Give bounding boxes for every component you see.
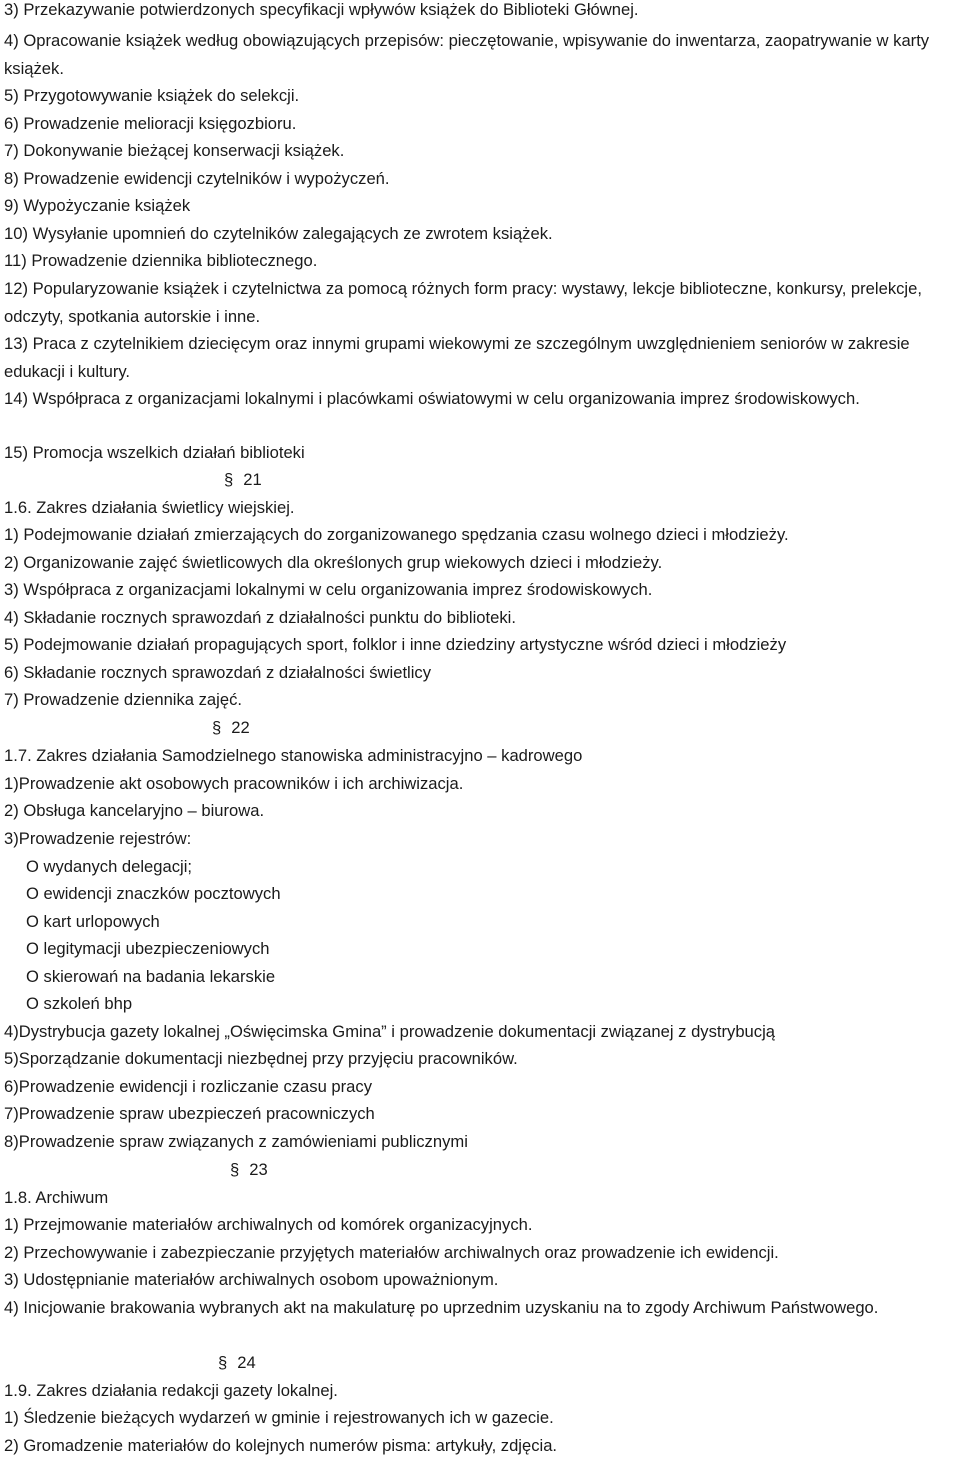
list-item-4: 4) Składanie rocznych sprawozdań z działalności punktu do biblioteki.	[4, 608, 516, 627]
section-heading-1-9: 1.9. Zakres działania redakcji gazety lokalnej.	[4, 1381, 338, 1400]
list-item-10: 10) Wysyłanie upomnień do czytelników zalegających ze zwrotem książek.	[4, 224, 553, 243]
list-item-8: 8) Prowadzenie ewidencji czytelników i wypożyczeń.	[4, 169, 390, 188]
list-item-6: 6)Prowadzenie ewidencji i rozliczanie czasu pracy	[4, 1077, 372, 1096]
page-number-24	[218, 1353, 256, 1373]
list-item-7: 7) Prowadzenie dziennika zajęć.	[4, 690, 242, 709]
page-number-value: 21	[243, 470, 262, 489]
list-item-3: 3)Prowadzenie rejestrów:	[4, 829, 192, 848]
list-item-3: 3) Przekazywanie potwierdzonych specyfikacji wpływów książek do Biblioteki Głównej.	[4, 0, 639, 19]
list-item-1: 1) Przejmowanie materiałów archiwalnych od komórek organizacyjnych.	[4, 1215, 533, 1234]
list-item-4: 4) Opracowanie książek według obowiązujących przepisów: pieczętowanie, wpisywanie do inwentarza, zaopatrywanie w karty książek.	[4, 31, 930, 78]
section-heading-1-8: 1.8. Archiwum	[4, 1188, 109, 1207]
sub-item: O szkoleń bhp	[26, 994, 133, 1013]
section-sign-icon: §	[218, 1353, 228, 1372]
sub-item: O wydanych delegacji;	[26, 857, 193, 876]
list-item-5: 5)Sporządzanie dokumentacji niezbędnej przy przyjęciu pracowników.	[4, 1049, 518, 1068]
list-item-2: 2) Organizowanie zajęć świetlicowych dla określonych grup wiekowych dzieci i młodzieży.	[4, 553, 663, 572]
list-item-2: 2) Obsługa kancelaryjno – biurowa.	[4, 801, 265, 820]
list-item-2: 2) Przechowywanie i zabezpieczanie przyjętych materiałów archiwalnych oraz prowadzenie ich ewidencji.	[4, 1243, 779, 1262]
list-item-4: 4)Dystrybucja gazety lokalnej „Oświęcimska Gmina” i prowadzenie dokumentacji związanej z dystrybucją	[4, 1022, 775, 1041]
list-item-1: 1) Podejmowanie działań zmierzających do zorganizowanego spędzania czasu wolnego dzieci i młodzieży.	[4, 525, 789, 544]
page-number-value: 22	[231, 718, 250, 737]
list-item-9: 9) Wypożyczanie książek	[4, 196, 191, 215]
list-item-4: 4) Inicjowanie brakowania wybranych akt na makulaturę po uprzednim uzyskaniu na to zgody Archiwum Państwowego.	[4, 1298, 879, 1317]
sub-item: O legitymacji ubezpieczeniowych	[26, 939, 270, 958]
list-item-7: 7) Dokonywanie bieżącej konserwacji książek.	[4, 141, 345, 160]
section-heading-1-7: 1.7. Zakres działania Samodzielnego stanowiska administracyjno – kadrowego	[4, 746, 583, 765]
list-item-12: 12) Popularyzowanie książek i czytelnictwa za pomocą różnych form pracy: wystawy, lekcje biblioteczne, konkursy, prelekcje, odczyty, spotkania autorskie i inne.	[4, 279, 922, 326]
section-sign-icon: §	[230, 1160, 240, 1179]
list-item-5: 5) Przygotowywanie książek do selekcji.	[4, 86, 300, 105]
section-sign-icon: §	[212, 718, 222, 737]
page-number-22	[212, 718, 250, 738]
list-item-3: 3) Udostępnianie materiałów archiwalnych osobom upoważnionym.	[4, 1270, 499, 1289]
sub-item: O skierowań na badania lekarskie	[26, 967, 276, 986]
list-item-6: 6) Prowadzenie melioracji księgozbioru.	[4, 114, 297, 133]
list-item-3: 3) Współpraca z organizacjami lokalnymi w celu organizowania imprez środowiskowych.	[4, 580, 653, 599]
page-number-21	[224, 470, 262, 490]
sub-item: O kart urlopowych	[26, 912, 160, 931]
list-item-7: 7)Prowadzenie spraw ubezpieczeń pracowniczych	[4, 1104, 375, 1123]
list-item-5: 5) Podejmowanie działań propagujących sport, folklor i inne dziedziny artystyczne wśród dzieci i młodzieży	[4, 635, 787, 654]
list-item-14: 14) Współpraca z organizacjami lokalnymi i placówkami oświatowymi w celu organizowania imprez środowiskowych.	[4, 389, 860, 408]
list-item-1: 1) Śledzenie bieżących wydarzeń w gminie i rejestrowanych ich w gazecie.	[4, 1408, 554, 1427]
list-item-8: 8)Prowadzenie spraw związanych z zamówieniami publicznymi	[4, 1132, 468, 1151]
list-item-1: 1)Prowadzenie akt osobowych pracowników i ich archiwizacja.	[4, 774, 464, 793]
section-heading-1-6: 1.6. Zakres działania świetlicy wiejskiej.	[4, 498, 295, 517]
list-item-6: 6) Składanie rocznych sprawozdań z działalności świetlicy	[4, 663, 432, 682]
list-item-15: 15) Promocja wszelkich działań biblioteki	[4, 443, 305, 462]
list-item-11: 11) Prowadzenie dziennika bibliotecznego.	[4, 251, 318, 270]
list-item-2: 2) Gromadzenie materiałów do kolejnych numerów pisma: artykuły, zdjęcia.	[4, 1436, 558, 1455]
page-number-value: 24	[237, 1353, 256, 1372]
section-sign-icon: §	[224, 470, 234, 489]
sub-item: O ewidencji znaczków pocztowych	[26, 884, 281, 903]
page-number-23	[230, 1160, 268, 1180]
list-item-13: 13) Praca z czytelnikiem dziecięcym oraz innymi grupami wiekowymi ze szczególnym uwzględnieniem seniorów w zakresie edukacji i kultury.	[4, 334, 910, 381]
page-number-value: 23	[249, 1160, 268, 1179]
